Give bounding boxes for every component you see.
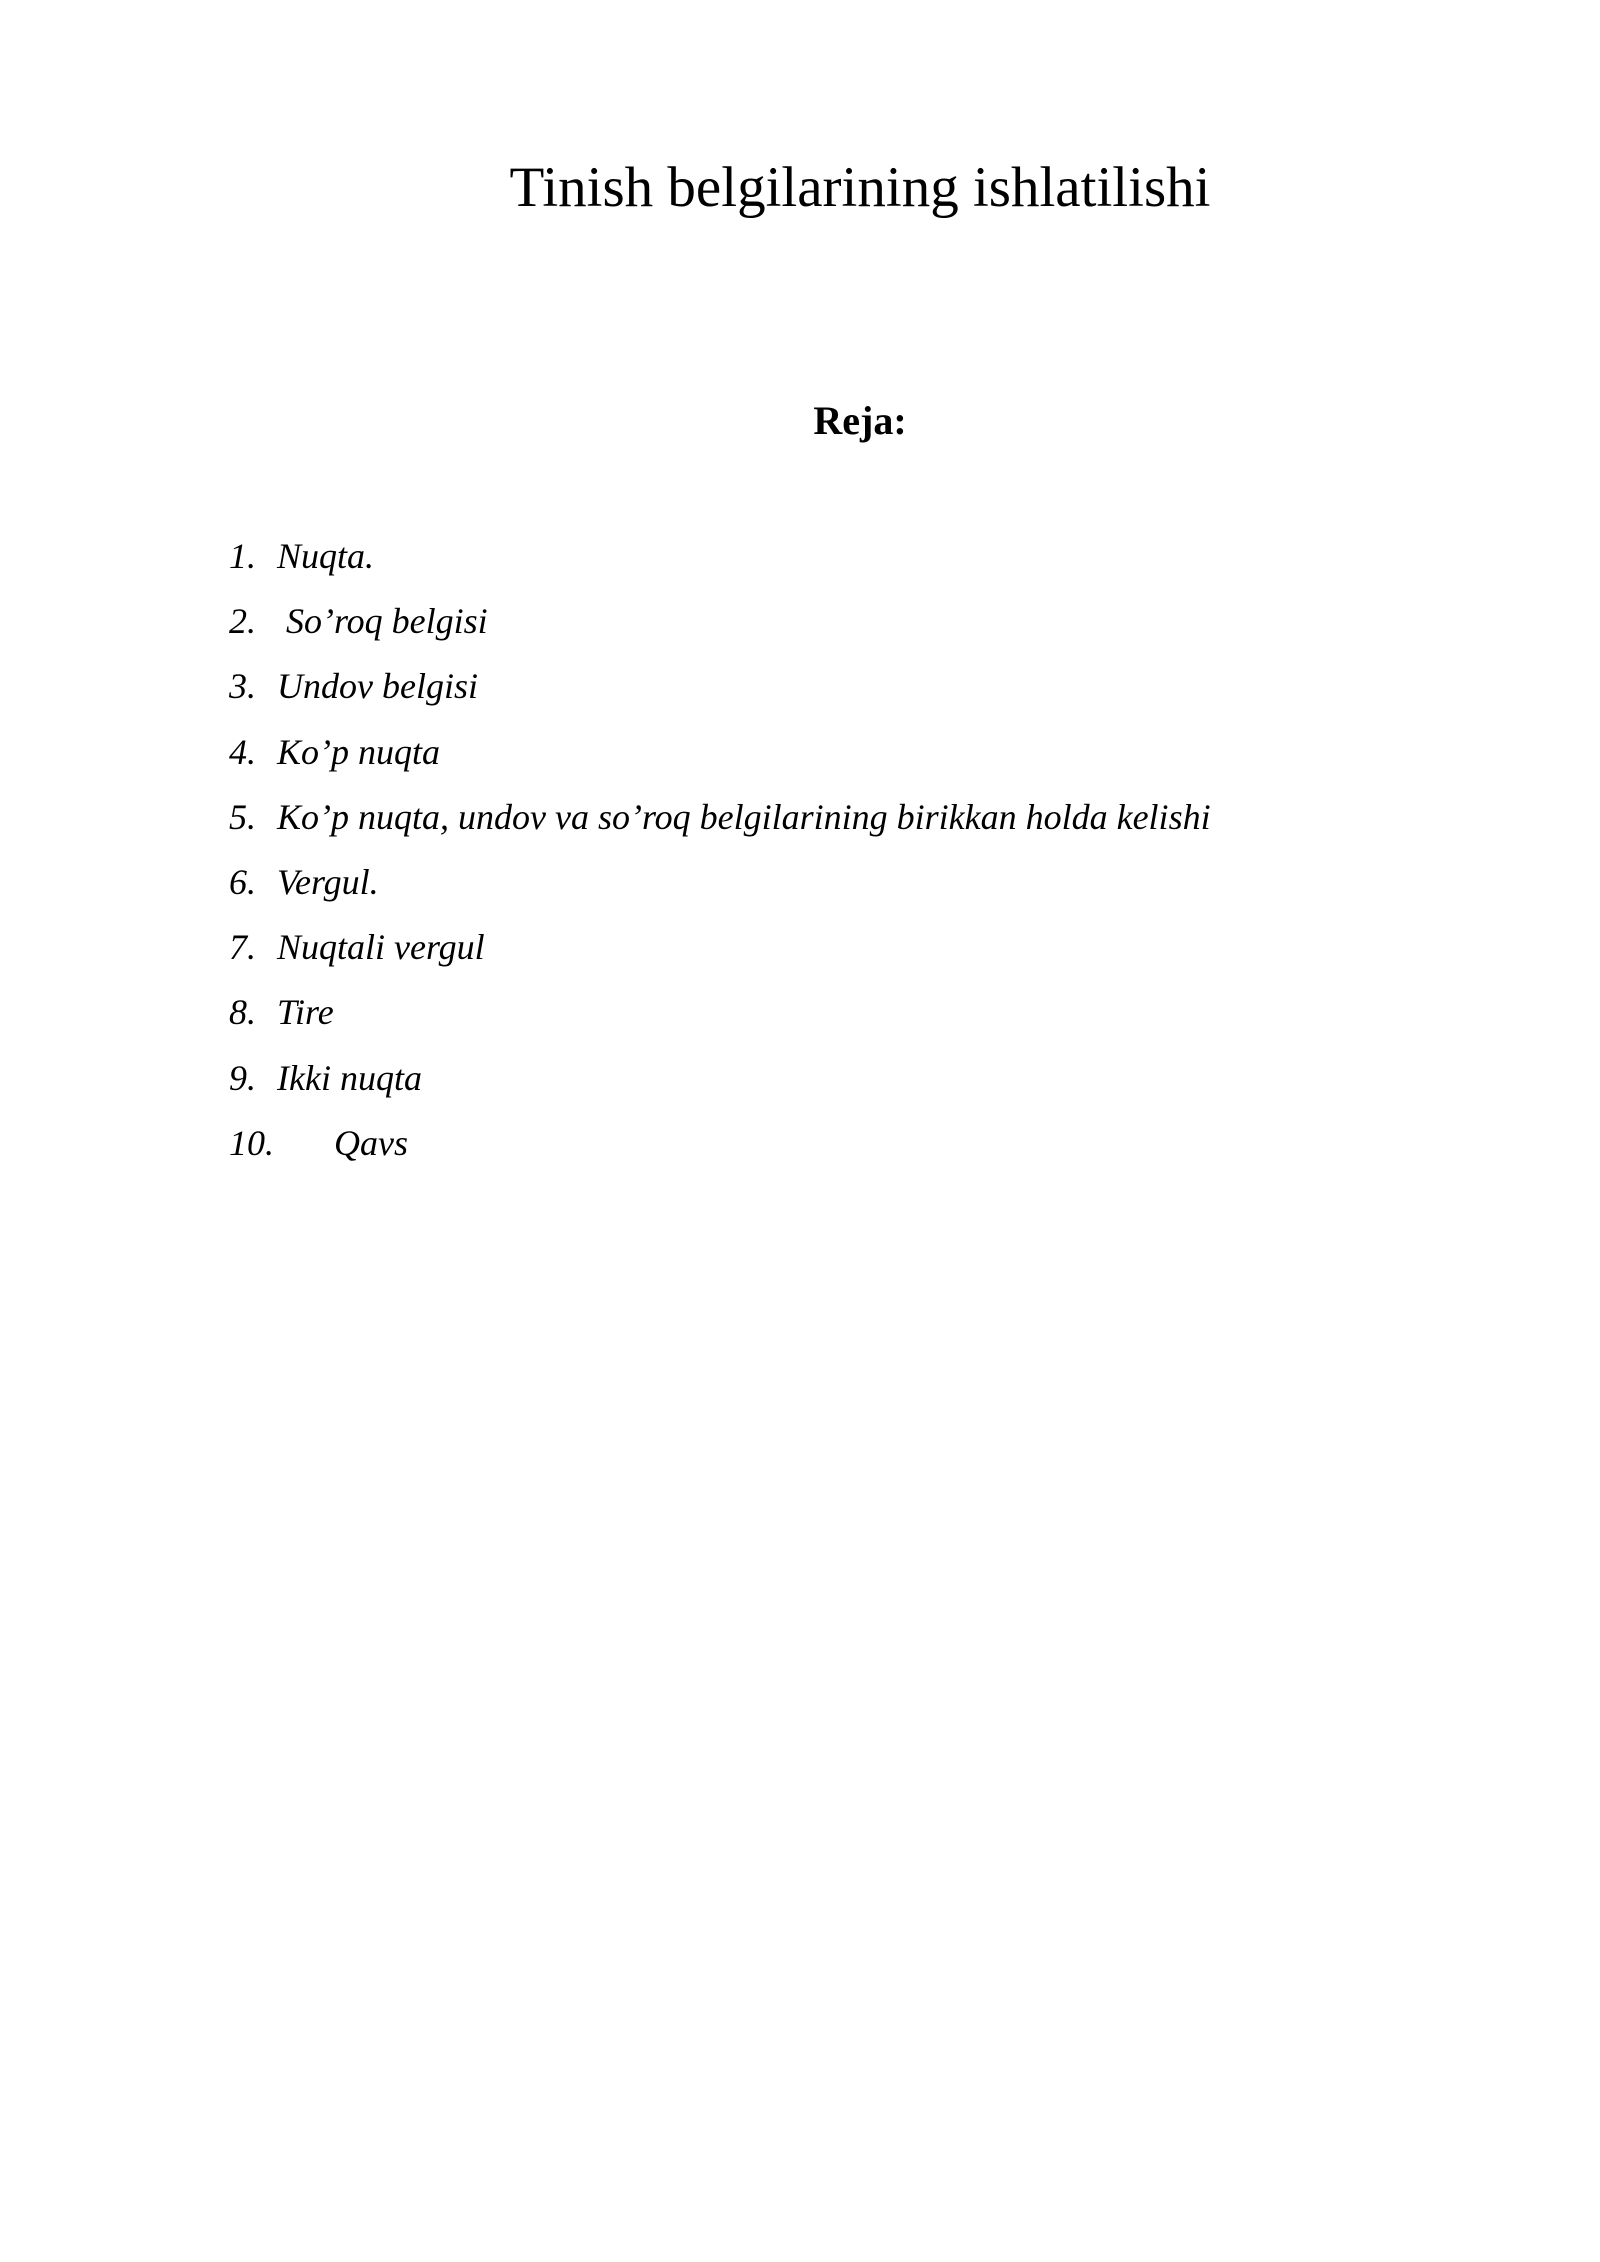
plan-item-number: 8. — [229, 992, 256, 1033]
plan-item-number: 2. — [229, 601, 256, 642]
plan-item-number: 4. — [229, 731, 256, 772]
plan-item-8 — [229, 982, 1211, 1047]
plan-item-number: 9. — [229, 1057, 256, 1098]
plan-item-number: 1. — [229, 536, 256, 576]
plan-item-text: Ko’p nuqta, undov va so’roq belgilarining birikkan holda kelishi — [277, 796, 1211, 837]
plan-item-number: 3. — [229, 666, 256, 707]
plan-item-text: Ikki nuqta — [277, 1057, 422, 1098]
plan-item-text: Ko’p nuqta — [277, 731, 441, 772]
plan-item-9 — [229, 1048, 1211, 1113]
plan-list — [229, 526, 1211, 1178]
plan-item-10 — [229, 1113, 1211, 1178]
plan-item-number: 6. — [229, 861, 256, 902]
plan-item-5 — [229, 787, 1211, 852]
plan-item-text: Vergul. — [277, 861, 379, 902]
plan-heading: Reja: — [813, 398, 907, 443]
plan-item-number: 5. — [229, 796, 256, 837]
plan-item-1 — [229, 526, 1211, 591]
plan-item-3 — [229, 656, 1211, 721]
document-title: Tinish belgilarining ishlatilishi — [509, 156, 1211, 219]
plan-item-text: Tire — [277, 992, 334, 1033]
plan-item-text: Nuqtali vergul — [277, 927, 485, 968]
plan-item-4 — [229, 722, 1211, 787]
plan-item-7 — [229, 917, 1211, 982]
plan-item-number: 10. — [229, 1122, 274, 1163]
plan-item-text: Qavs — [334, 1122, 408, 1163]
plan-item-6 — [229, 852, 1211, 917]
plan-item-number: 7. — [229, 927, 256, 968]
plan-item-text: Undov belgisi — [277, 666, 478, 707]
plan-item-text: Nuqta. — [277, 536, 375, 576]
plan-item-2 — [229, 591, 1211, 656]
plan-item-text: So’roq belgisi — [277, 601, 488, 642]
